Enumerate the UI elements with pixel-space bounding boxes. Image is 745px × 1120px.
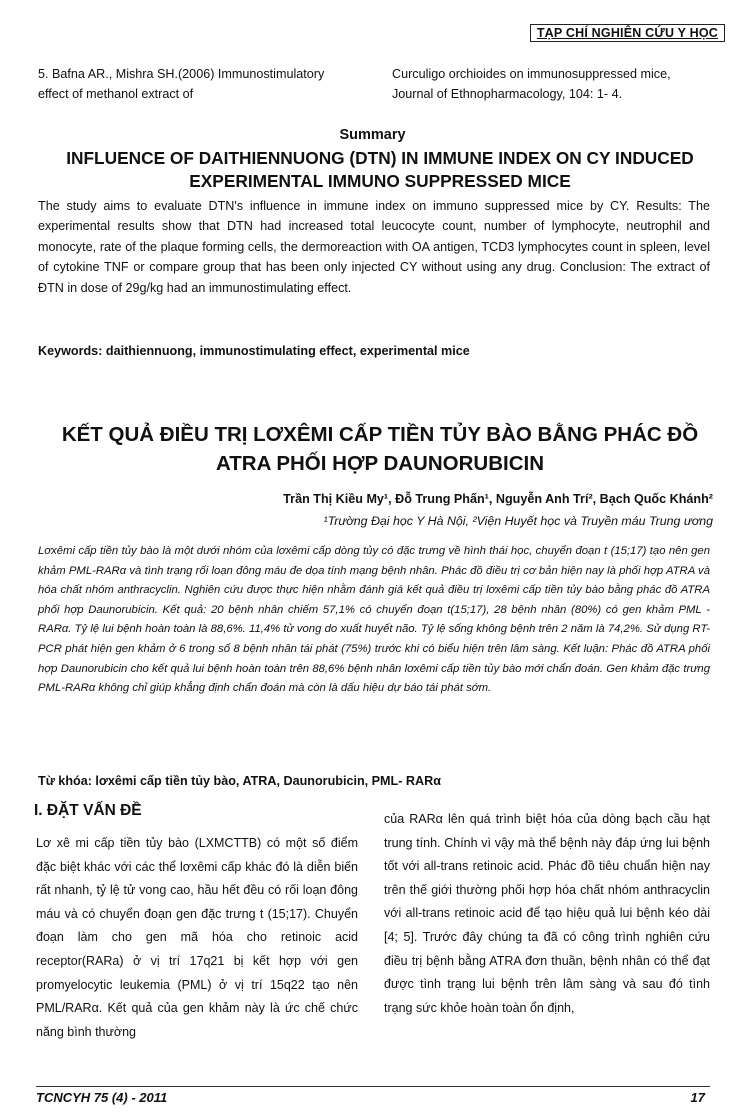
footer-divider xyxy=(36,1086,710,1087)
footer-citation: TCNCYH 75 (4) - 2011 xyxy=(36,1090,168,1105)
page-number: 17 xyxy=(690,1090,705,1105)
reference-left: 5. Bafna AR., Mishra SH.(2006) Immunostimulatory effect of methanol extract of xyxy=(38,67,325,101)
journal-header: TẠP CHÍ NGHIÊN CỨU Y HỌC xyxy=(530,24,725,42)
article-abstract: Lơxêmi cấp tiền tủy bào là một dưới nhóm của lơxêmi cấp dòng tủy có đặc trưng về hình thái học, chuyển đoạn t (15;17) tạo nên gen khảm PML-RARα và tình trạng rối loạn đông máu đe dọa tính mạng bệnh nhân. Phác đồ điều trị cơ bản hiện nay là phối hợp ATRA và hóa chất nhóm anthracyclin. Nghiên cứu được thực hiện nhằm đánh giá kết quả điều trị lơxêmi cấp tiền tủy bào bằng phác đồ ATRA phối hợp Daunorubicin. Kết quả: 20 bệnh nhân chiếm 57,1% có chuyển đoạn t(15;17), 28 bệnh nhân (80%) có gen khảm PML - RARα. Tỷ lệ lui bệnh hoàn toàn là 88,6%. 11,4% tử vong do xuất huyết não. Tỷ lệ sống không bệnh trên 2 năm là 74,2%. Sử dụng RT-PCR phát hiện gen khảm ở 6 trong số 8 bệnh nhân tái phát (75%) trước khi có biểu hiện trên lâm sàng. Kết luận: Phác đồ ATRA phối hợp Daunorubicin cho kết quả lui bệnh hoàn toàn trên 88,6% bệnh nhân lơxêmi cấp tiền tủy bào mới chẩn đoán. Gen khảm đặc trưng PML-RARα không chỉ giúp khẳng định chẩn đoán mà còn là dấu hiệu dự báo tái phát sớm. xyxy=(38,545,710,695)
english-title: INFLUENCE OF DAITHIENNUONG (DTN) IN IMMUNE INDEX ON CY INDUCED EXPERIMENTAL IMMUNO SUPPRESSED MICE xyxy=(66,148,694,191)
article-title: KẾT QUẢ ĐIỀU TRỊ LƠXÊMI CẤP TIỀN TỦY BÀO BẰNG PHÁC ĐỒ ATRA PHỐI HỢP DAUNORUBICIN xyxy=(61,423,699,475)
summary-heading: Summary xyxy=(339,127,406,143)
reference-right: Curculigo orchioides on immunosuppressed mice, Journal of Ethnopharmacology, 104: 1- 4. xyxy=(392,67,671,101)
article-authors: Trần Thị Kiều My¹, Đỗ Trung Phấn¹, Nguyễn Anh Trí², Bạch Quốc Khánh² xyxy=(283,492,713,506)
section-heading: I. ĐẶT VẤN ĐỀ xyxy=(34,802,142,819)
body-column-right: của RARα lên quá trình biệt hóa của dòng bạch cầu hạt trung tính. Chính vì vậy mà thể bệnh này đáp ứng lui bệnh tốt với all-trans retinoic acid. Phác đồ tiêu chuẩn hiện nay trên thế giới thường phối hợp hóa chất nhóm anthracyclin với all-trans retinoic acid để tạo hiệu quả lui bệnh kéo dài [4; 5]. Trước đây chúng ta đã có công trình nghiên cứu điều trị bệnh bằng ATRA đơn thuần, bệnh nhân có thể đạt được tình trạng lui bệnh trên lâm sàng và sau đó tình trạng sức khỏe hoàn toàn ổn định, xyxy=(384,812,710,1015)
reference-block xyxy=(38,64,710,104)
article-affiliations: ¹Trường Đại học Y Hà Nội, ²Viện Huyết học và Truyền máu Trung ương xyxy=(323,514,713,528)
body-column-left: Lơ xê mi cấp tiền tủy bào (LXMCTTB) có một số điểm đặc biệt khác với các thể lơxêmi cấp khác đó là diễn biến rất nhanh, tỷ lệ tử vong cao, hầu hết đều có rối loạn đông máu và có chuyển đoạn gen đặc trưng t (15;17). Chuyển đoạn làm cho gen mã hóa cho retinoic acid receptor(RARa) ở vị trí 17q21 bị kết hợp với gen promyelocytic leukemia (PML) ở vị trí 15q22 tạo nên PML/RARα. Kết quả của gen khảm này là ức chế chức năng bình thường xyxy=(36,836,358,1039)
english-keywords: Keywords: daithiennuong, immunostimulating effect, experimental mice xyxy=(38,344,470,358)
english-abstract: The study aims to evaluate DTN's influence in immune index on immuno suppressed mice by CY. Results: The experimental results show that DTN had increased total leucocyte count, number of lymphocyte, neutrophil and monocyte, rate of the plaque forming cells, the dermoreaction with OA antigen, TCD3 lymphocytes count in spleen, level of cytokine TNF or compare group that has been only injected CY without using any drug. Conclusion: The extract of ĐTN in dose of 29g/kg had an immunostimulating effect. xyxy=(38,199,710,295)
article-keywords: Từ khóa: lơxêmi cấp tiền tủy bào, ATRA, Daunorubicin, PML- RARα xyxy=(38,774,441,788)
